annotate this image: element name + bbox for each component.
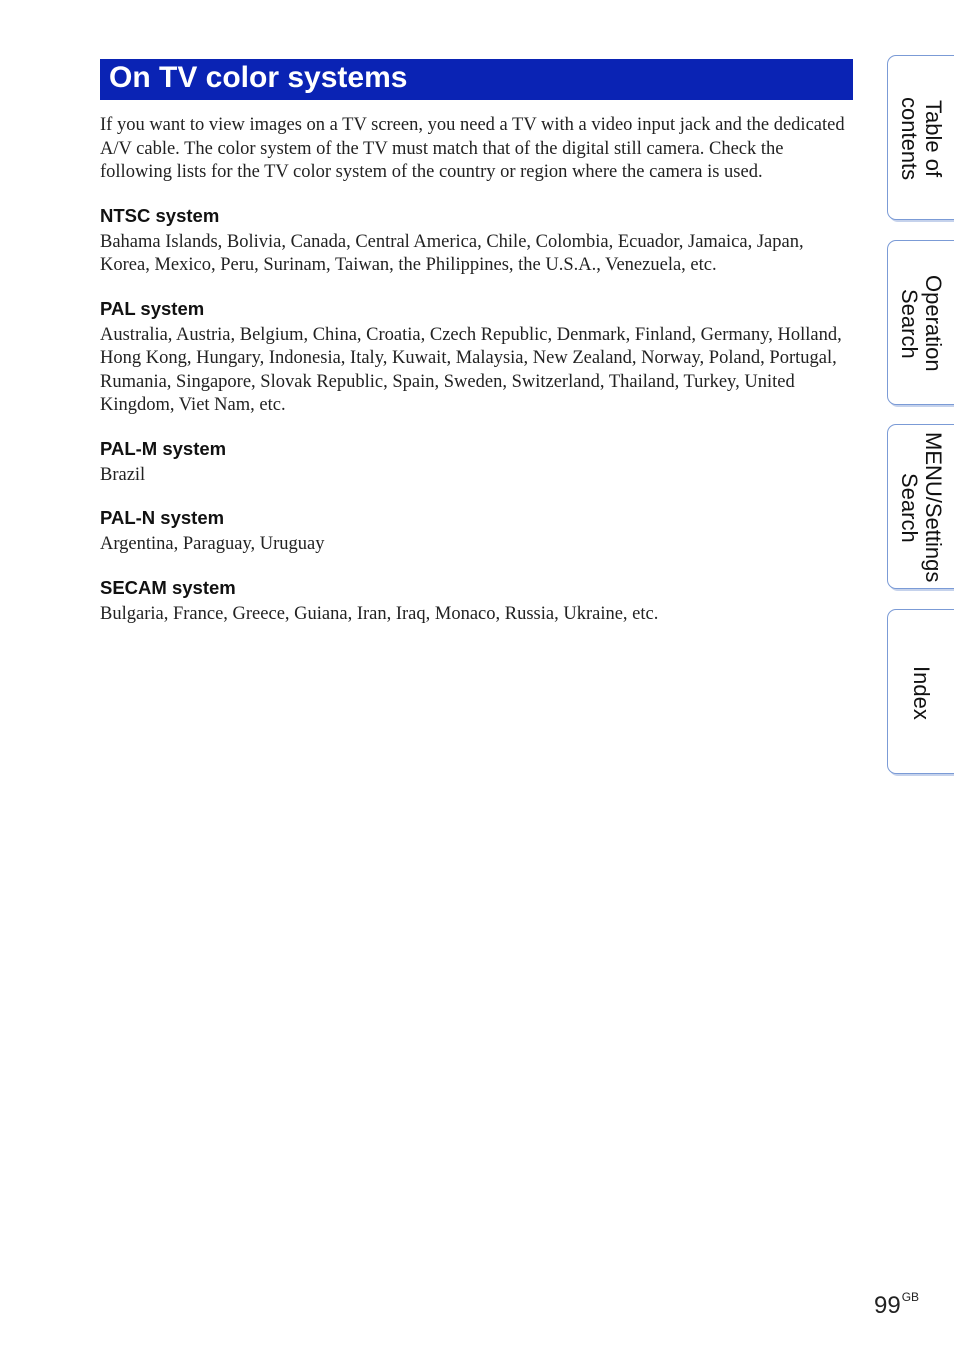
tab-label: Index xyxy=(909,665,934,720)
page-number xyxy=(874,1290,919,1320)
section-heading: PAL-M system xyxy=(100,437,227,459)
section-body: Australia, Austria, Belgium, China, Croatia, Czech Republic, Denmark, Finland, Germany, Holland, Hong Kong, Hungary, Indonesia, Italy, Kuwait, Malaysia, New Zealand, Norway, Poland, Portugal, Rumania, Singapore, Slovak Republic, Spain, Sweden, Switzerland, Thailand, Turkey, United Kingdom, Viet Nam, etc. xyxy=(100,324,842,415)
tab-table-of-contents[interactable] xyxy=(887,55,954,220)
page-number-value: 99 xyxy=(874,1292,901,1319)
page-title-bar xyxy=(100,59,853,100)
section-pal-m xyxy=(100,437,852,488)
tab-menu-settings-search[interactable] xyxy=(887,424,954,589)
section-body: Brazil xyxy=(100,464,146,485)
section-body: Bahama Islands, Bolivia, Canada, Central America, Chile, Colombia, Ecuador, Jamaica, Japan, Korea, Mexico, Peru, Surinam, Taiwan, the Philippines, the U.S.A., Venezuela, etc. xyxy=(100,231,804,275)
section-pal xyxy=(100,297,852,418)
tab-operation-search[interactable] xyxy=(887,240,954,405)
section-pal-n xyxy=(100,506,852,557)
section-heading: SECAM system xyxy=(100,576,236,598)
tab-label: Table of contents xyxy=(897,96,946,181)
section-body: Argentina, Paraguay, Uruguay xyxy=(100,534,325,554)
section-heading: PAL system xyxy=(100,297,205,319)
tab-index[interactable] xyxy=(887,609,954,774)
section-ntsc xyxy=(100,204,852,278)
page-title: On TV color systems xyxy=(109,61,408,94)
section-heading: PAL-N system xyxy=(100,507,225,528)
section-secam xyxy=(100,576,852,627)
intro-paragraph: If you want to view images on a TV screen, you need a TV with a video input jack and the dedicated A/V cable. The color system of the TV must match that of the digital still camera. Check the following lists for the TV color system of the country or region where the camera is used. xyxy=(100,115,845,182)
section-body: Bulgaria, France, Greece, Guiana, Iran, Iraq, Monaco, Russia, Ukraine, etc. xyxy=(100,603,659,624)
main-content xyxy=(100,114,852,626)
tab-label: MENU/Settings Search xyxy=(897,432,946,583)
section-heading: NTSC system xyxy=(100,204,220,226)
tab-label: Operation Search xyxy=(897,275,946,372)
page-number-suffix: GB xyxy=(901,1290,920,1304)
